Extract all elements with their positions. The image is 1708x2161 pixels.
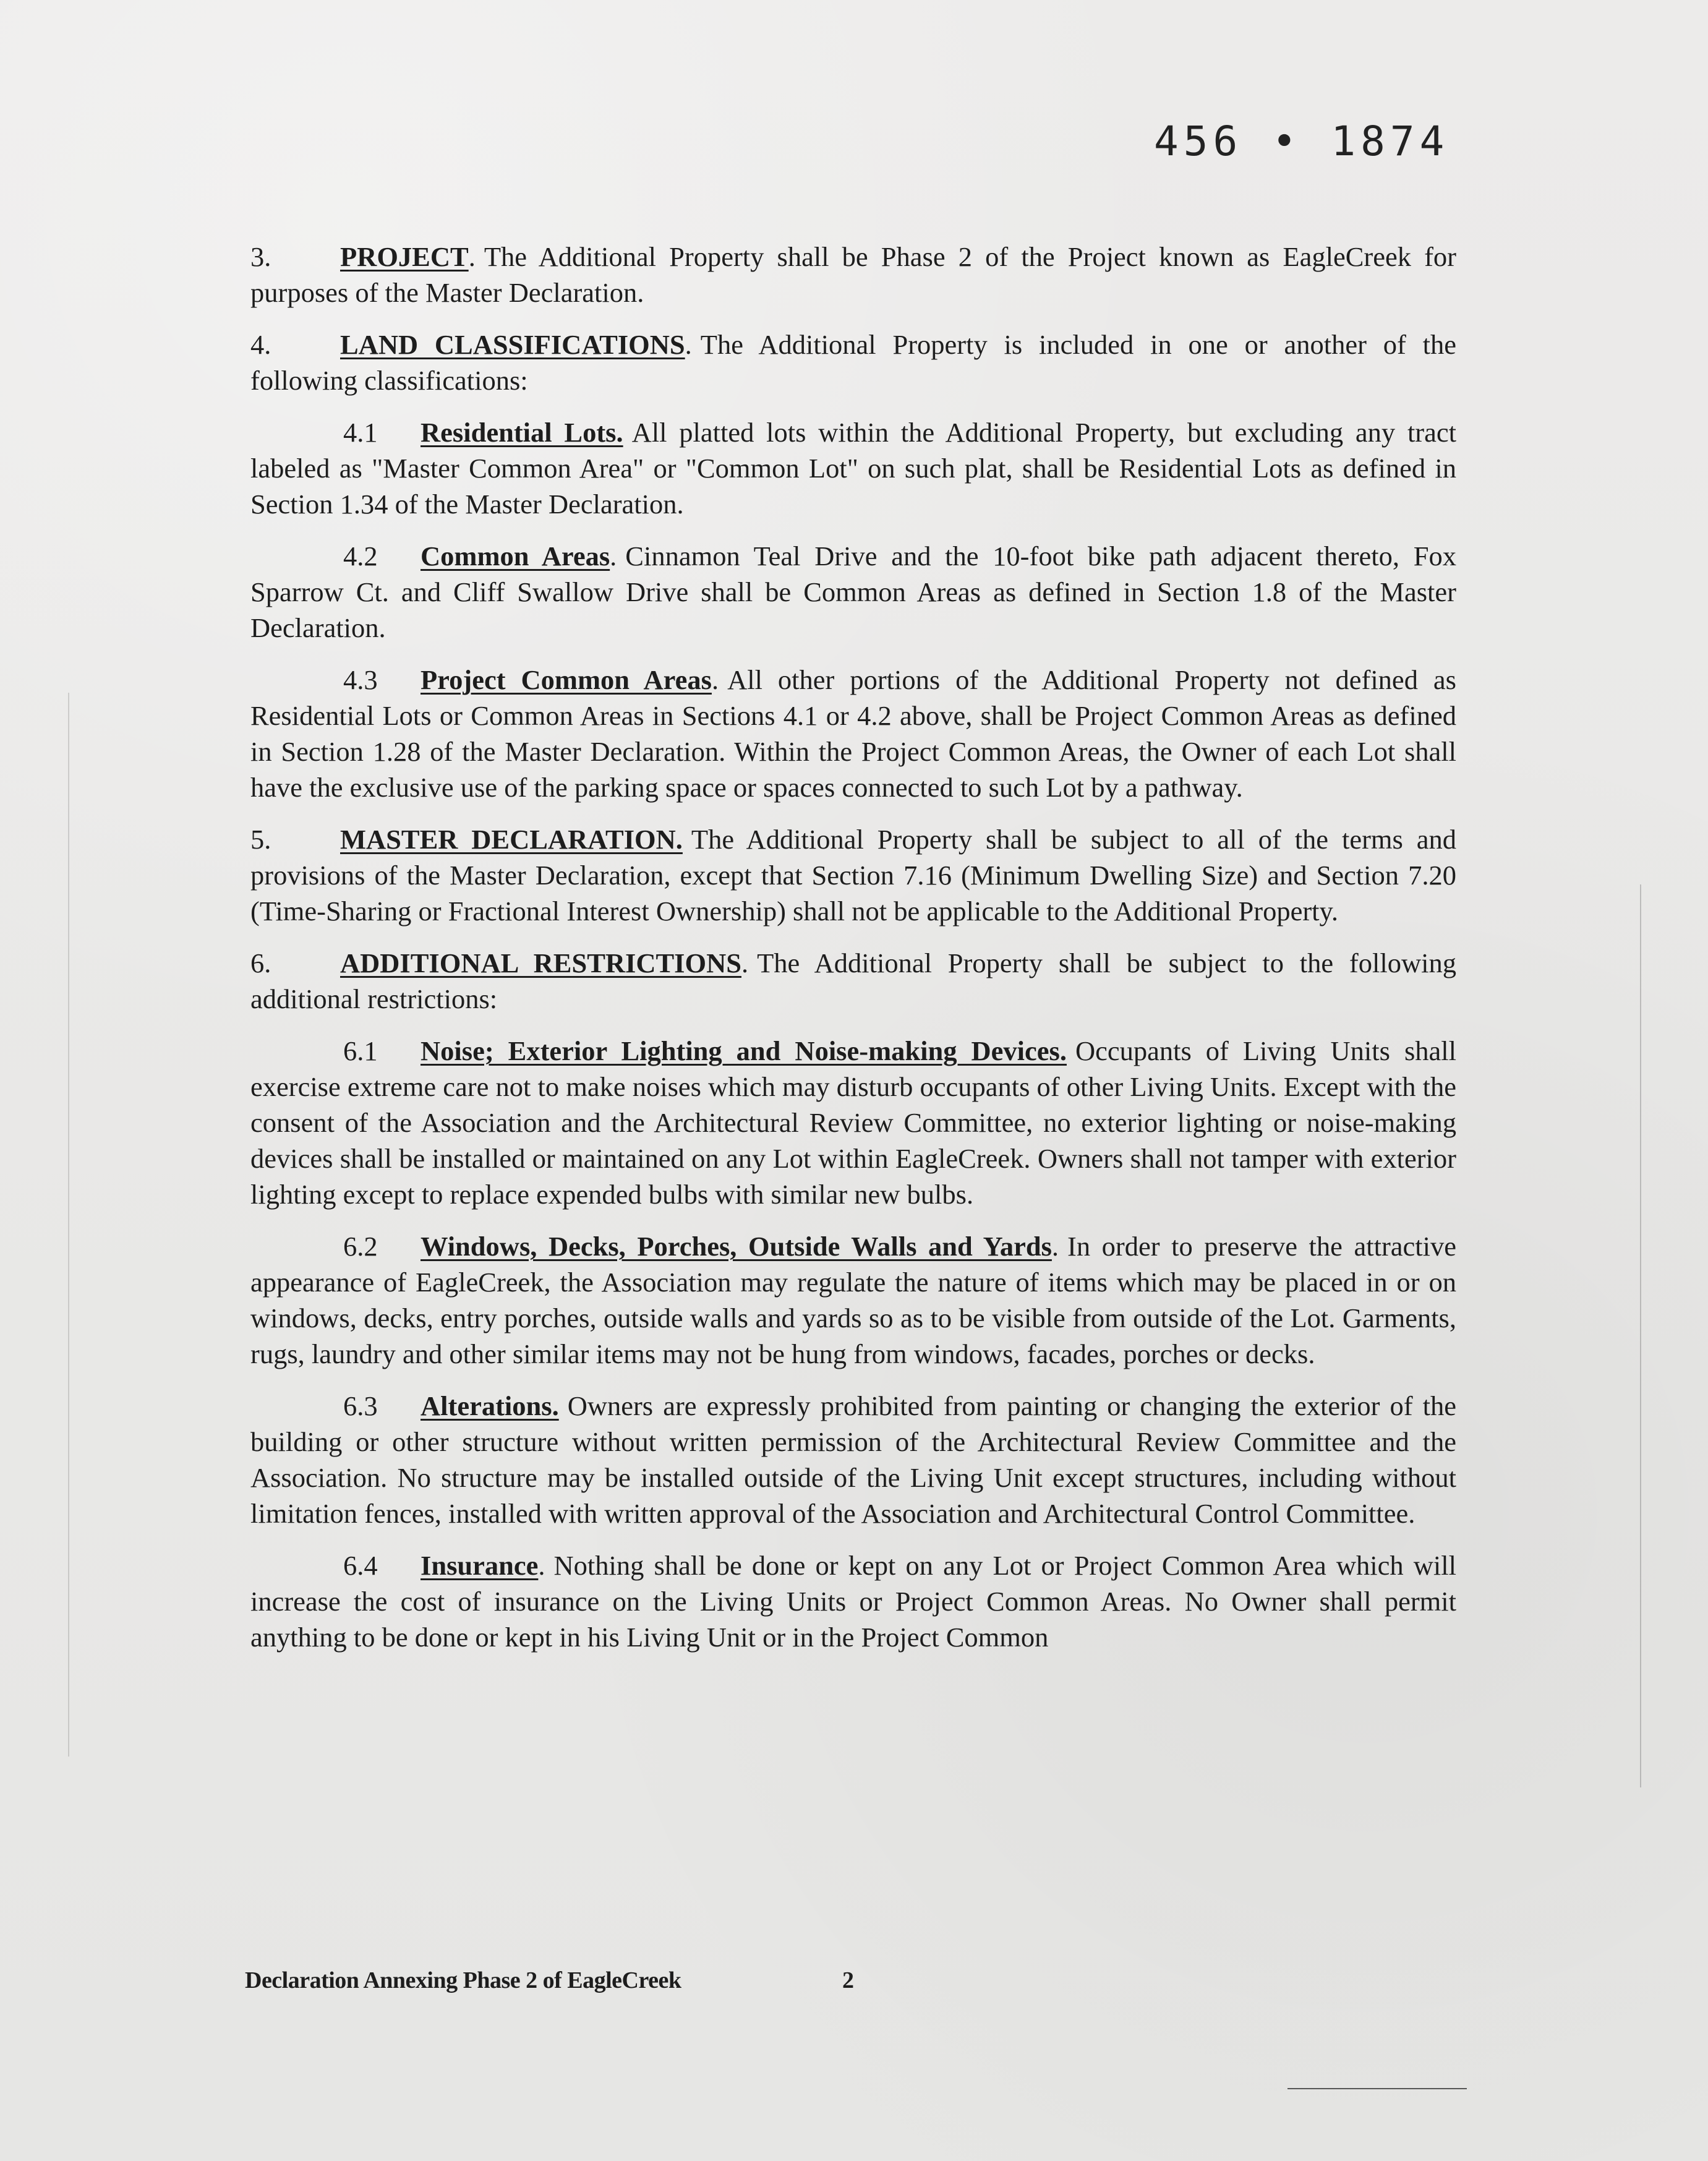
section-number: 6.3 <box>343 1390 378 1421</box>
section-6-2: 6.2 Windows, Decks, Porches, Outside Walls and Yards. In order to preserve the attractive appearance of EagleCreek, the Association may regulate the nature of items which may be placed in or on windows, decks, entry porches, outside walls and yards so as to be visible from outside of the Lot. Garments, rugs, laundry and other similar items may not be hung from windows, facades, porches or decks. <box>250 1228 1456 1372</box>
section-heading: ADDITIONAL RESTRICTIONS <box>340 948 741 978</box>
section-4-2: 4.2 Common Areas. Cinnamon Teal Drive and the 10-foot bike path adjacent thereto, Fox Sparrow Ct. and Cliff Swallow Drive shall be Common Areas as defined in Section 1.8 of the Master Declaration. <box>250 538 1456 646</box>
section-number: 3. <box>250 241 271 272</box>
section-heading: Alterations. <box>421 1390 559 1421</box>
section-number: 4. <box>250 329 271 360</box>
section-heading: LAND CLASSIFICATIONS <box>340 329 685 360</box>
section-number: 5. <box>250 824 271 855</box>
recording-stamp: 456 • 1874 <box>1154 118 1450 165</box>
section-4: 4. LAND CLASSIFICATIONS. The Additional Property is included in one or another of the following classifications: <box>250 327 1456 398</box>
section-text: Cinnamon Teal Drive and the 10-foot bike path adjacent thereto, Fox Sparrow Ct. and Cliff Swallow Drive shall be Common Areas as defined in Section 1.8 of the Master Declaration. <box>250 541 1456 643</box>
section-number: 6.4 <box>343 1550 378 1581</box>
section-5 <box>250 821 1456 929</box>
section-number: 4.1 <box>343 417 378 448</box>
section-text: In order to preserve the attractive appearance of EagleCreek, the Association may regulate the nature of items which may be placed in or on windows, decks, entry porches, outside walls and yards so as to be visible from outside of the Lot. Garments, rugs, laundry and other similar items may not be hung from windows, facades, porches or decks. <box>250 1231 1456 1369</box>
section-text: All platted lots within the Additional Property, but excluding any tract labeled as "Master Common Area" or "Common Lot" on such plat, shall be Residential Lots as defined in Section 1.34 of the Master Declaration. <box>250 417 1456 520</box>
section-number: 6.2 <box>343 1231 378 1262</box>
section-number: 4.2 <box>343 541 378 571</box>
scan-artifact-line <box>68 693 69 1757</box>
section-number: 6.1 <box>343 1035 378 1066</box>
section-number: 6. <box>250 948 271 978</box>
section-number: 4.3 <box>343 664 378 695</box>
section-3: 3. PROJECT. The Additional Property shall be Phase 2 of the Project known as EagleCreek for purposes of the Master Declaration. <box>250 239 1456 310</box>
section-6-1 <box>250 1033 1456 1212</box>
document-body <box>250 239 1456 1671</box>
section-text: The Additional Property is included in one or another of the following classifications: <box>250 329 1456 396</box>
section-text: The Additional Property shall be subject to the following additional restrictions: <box>250 948 1456 1014</box>
section-4-1 <box>250 414 1456 522</box>
footer-rule <box>1287 2088 1467 2089</box>
section-text: The Additional Property shall be subject to all of the terms and provisions of the Master Declaration, except that Section 7.16 (Minimum Dwelling Size) and Section 7.20 (Time-Sharing or Fractional Interest Ownership) shall not be applicable to the Additional Property. <box>250 824 1456 926</box>
page-number: 2 <box>842 1967 854 1993</box>
section-heading: PROJECT <box>340 241 469 272</box>
section-text: Owners are expressly prohibited from painting or changing the exterior of the building or other structure without written permission of the Architectural Review Committee and the Association. No structure may be installed outside of the Living Unit except structures, including without limitation fences, installed with written approval of the Association and Architectural Control Committee. <box>250 1390 1456 1529</box>
section-heading: Common Areas <box>421 541 610 571</box>
section-heading: Residential Lots. <box>421 417 623 448</box>
section-6-3 <box>250 1388 1456 1531</box>
section-6-4: 6.4 Insurance. Nothing shall be done or kept on any Lot or Project Common Area which will increase the cost of insurance on the Living Units or Project Common Areas. No Owner shall permit anything to be done or kept in his Living Unit or in the Project Common <box>250 1547 1456 1655</box>
section-text: The Additional Property shall be Phase 2 of the Project known as EagleCreek for purposes of the Master Declaration. <box>250 241 1456 308</box>
section-text: All other portions of the Additional Property not defined as Residential Lots or Common Areas in Sections 4.1 or 4.2 above, shall be Project Common Areas as defined in Section 1.28 of the Master Declaration. Within the Project Common Areas, the Owner of each Lot shall have the exclusive use of the parking space or spaces connected to such Lot by a pathway. <box>250 664 1456 803</box>
section-heading: MASTER DECLARATION. <box>340 824 683 855</box>
footer-title: Declaration Annexing Phase 2 of EagleCreek <box>245 1967 681 1993</box>
section-text: Nothing shall be done or kept on any Lot or Project Common Area which will increase the cost of insurance on the Living Units or Project Common Areas. No Owner shall permit anything to be done or kept in his Living Unit or in the Project Common <box>250 1550 1456 1653</box>
section-text: Occupants of Living Units shall exercise extreme care not to make noises which may disturb occupants of other Living Units. Except with the consent of the Association and the Architectural Review Committee, no exterior lighting or noise-making devices shall be installed or maintained on any Lot within EagleCreek. Owners shall not tamper with exterior lighting except to replace expended bulbs with similar new bulbs. <box>250 1035 1457 1210</box>
section-heading: Windows, Decks, Porches, Outside Walls and Yards <box>421 1231 1052 1262</box>
section-heading: Project Common Areas <box>421 664 712 695</box>
scan-artifact-line <box>1640 884 1641 1787</box>
section-heading: Insurance <box>421 1550 539 1581</box>
section-6: 6. ADDITIONAL RESTRICTIONS. The Additional Property shall be subject to the following additional restrictions: <box>250 945 1456 1017</box>
section-heading: Noise; Exterior Lighting and Noise-making Devices. <box>421 1035 1067 1066</box>
section-4-3: 4.3 Project Common Areas. All other portions of the Additional Property not defined as Residential Lots or Common Areas in Sections 4.1 or 4.2 above, shall be Project Common Areas as defined in Section 1.28 of the Master Declaration. Within the Project Common Areas, the Owner of each Lot shall have the exclusive use of the parking space or spaces connected to such Lot by a pathway. <box>250 662 1456 805</box>
